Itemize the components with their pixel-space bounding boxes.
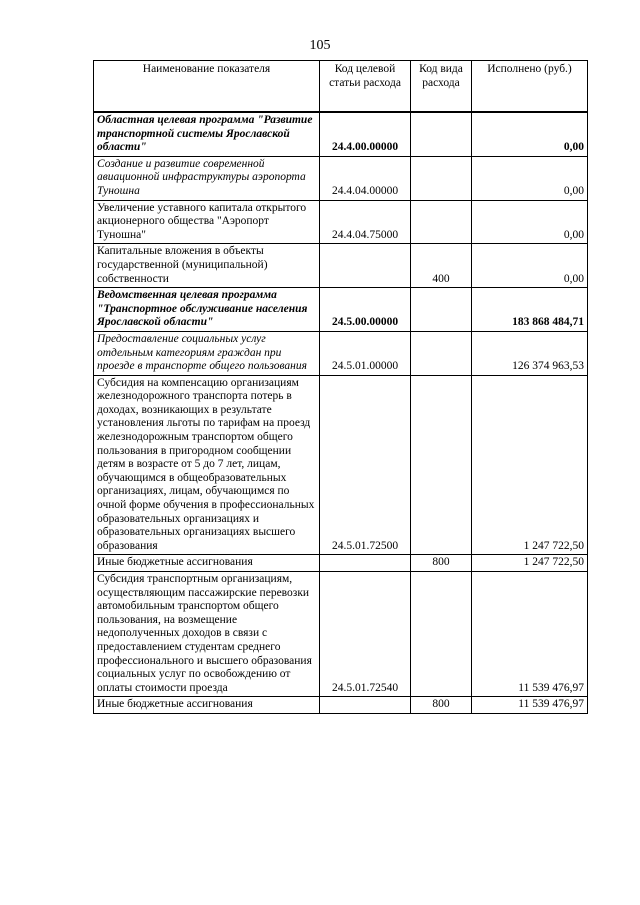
row-kind: [411, 112, 472, 156]
table-row: [94, 156, 588, 200]
table-row: [94, 112, 588, 156]
row-name: Ведомственная целевая программа "Транспортное обслуживание населения Ярославской области": [94, 288, 320, 332]
row-amount: 0,00: [472, 244, 588, 288]
table-header-row: [94, 61, 588, 113]
row-code: [320, 244, 411, 288]
header-kind: Код вида расхода: [411, 61, 472, 113]
row-kind: 800: [411, 697, 472, 714]
row-name: Увеличение уставного капитала открытого акционерного общества "Аэропорт Туношна": [94, 200, 320, 244]
table-row: [94, 697, 588, 714]
row-name: Иные бюджетные ассигнования: [94, 555, 320, 572]
row-code: [320, 697, 411, 714]
row-name: Областная целевая программа "Развитие транспортной системы Ярославской области": [94, 112, 320, 156]
row-kind: [411, 572, 472, 697]
row-code: 24.5.01.72500: [320, 375, 411, 555]
row-name: Создание и развитие современной авиационной инфраструктуры аэропорта Туношна: [94, 156, 320, 200]
row-name: Капитальные вложения в объекты государственной (муниципальной) собственности: [94, 244, 320, 288]
table-row: [94, 375, 588, 555]
table-row: [94, 331, 588, 375]
row-amount: 0,00: [472, 156, 588, 200]
row-kind: [411, 156, 472, 200]
table-row: [94, 200, 588, 244]
row-amount: 1 247 722,50: [472, 375, 588, 555]
row-code: 24.4.04.75000: [320, 200, 411, 244]
row-code: 24.5.01.00000: [320, 331, 411, 375]
row-amount: 126 374 963,53: [472, 331, 588, 375]
row-amount: 11 539 476,97: [472, 697, 588, 714]
row-name: Иные бюджетные ассигнования: [94, 697, 320, 714]
row-name: Субсидия на компенсацию организациям железнодорожного транспорта потерь в доходах, возникающих в результате установления льготы по тарифам на проезд железнодорожным транспортом общего пользования в пригородном сообщении детям в возрасте от 5 до 7 лет, лицам, обучающимся в общеобразовательных организациях, лицам, обучающимся по очной форме обучения в профессиональных образовательных организациях и образовательных организациях высшего образования: [94, 375, 320, 555]
row-kind: [411, 331, 472, 375]
table-row: [94, 288, 588, 332]
row-kind: [411, 200, 472, 244]
header-amount: Исполнено (руб.): [472, 61, 588, 113]
row-amount: 183 868 484,71: [472, 288, 588, 332]
row-code: [320, 555, 411, 572]
row-amount: 0,00: [472, 112, 588, 156]
row-amount: 0,00: [472, 200, 588, 244]
row-kind: 400: [411, 244, 472, 288]
table-row: [94, 572, 588, 697]
row-name: Предоставление социальных услуг отдельным категориям граждан при проезде в транспорте общего пользования: [94, 331, 320, 375]
row-code: 24.5.00.00000: [320, 288, 411, 332]
row-amount: 1 247 722,50: [472, 555, 588, 572]
row-code: 24.4.04.00000: [320, 156, 411, 200]
row-name: Субсидия транспортным организациям, осуществляющим пассажирские перевозки автомобильным транспортом общего пользования, на возмещение недополученных доходов в связи с предоставлением студентам среднего профессионального и высшего образования социальных услуг по освобождению от оплаты стоимости проезда: [94, 572, 320, 697]
budget-execution-table: [93, 60, 588, 714]
row-kind: [411, 288, 472, 332]
page-number: 105: [309, 38, 331, 53]
row-code: 24.5.01.72540: [320, 572, 411, 697]
table-row: [94, 244, 588, 288]
header-name: Наименование показателя: [94, 61, 320, 113]
row-kind: [411, 375, 472, 555]
table-row: [94, 555, 588, 572]
header-code: Код целевой статьи расхода: [320, 61, 411, 113]
row-code: 24.4.00.00000: [320, 112, 411, 156]
row-amount: 11 539 476,97: [472, 572, 588, 697]
row-kind: 800: [411, 555, 472, 572]
